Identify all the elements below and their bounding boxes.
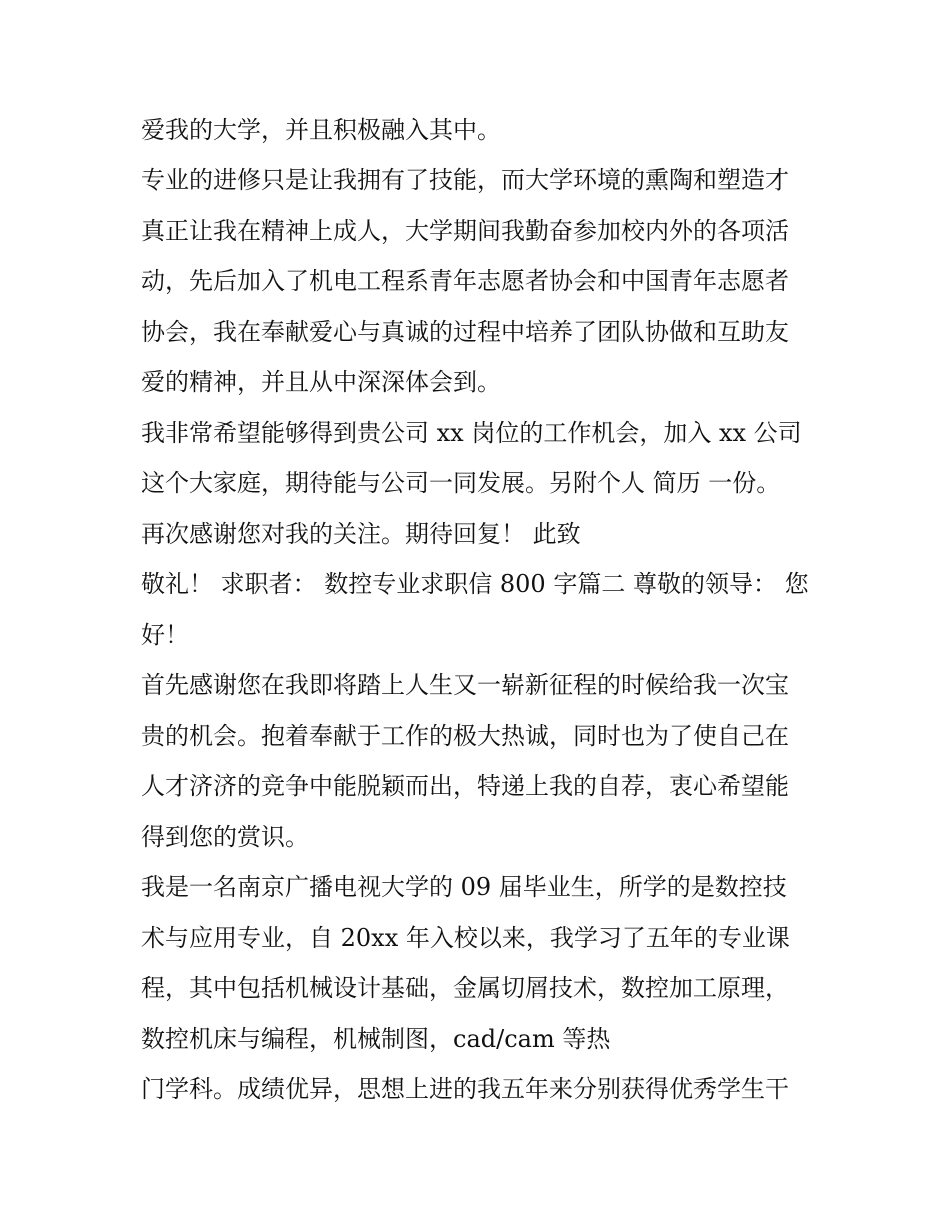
text-line: 动，先后加入了机电工程系青年志愿者协会和中国青年志愿者 bbox=[141, 267, 789, 295]
text-line: 真正让我在精神上成人，大学期间我勤奋参加校内外的各项活 bbox=[141, 217, 789, 245]
text-line: 程，其中包括机械设计基础，金属切屑技术，数控加工原理， bbox=[141, 974, 789, 1002]
text-line: 敬礼！ 求职者： 数控专业求职信 800 字篇二 尊敬的领导： 您 bbox=[141, 570, 809, 598]
text-line: 我是一名南京广播电视大学的 09 届毕业生，所学的是数控技 bbox=[141, 873, 787, 901]
text-line: 再次感谢您对我的关注。期待回复！ 此致 bbox=[141, 520, 581, 548]
text-line: 贵的机会。抱着奉献于工作的极大热诚，同时也为了使自己在 bbox=[141, 722, 789, 750]
text-line: 爱的精神，并且从中深深体会到。 bbox=[141, 368, 501, 396]
text-line: 人才济济的竞争中能脱颖而出，特递上我的自荐，衷心希望能 bbox=[141, 772, 789, 800]
text-line: 首先感谢您在我即将踏上人生又一崭新征程的时候给我一次宝 bbox=[141, 671, 789, 699]
text-line: 数控机床与编程，机械制图，cad/cam 等热 bbox=[141, 1025, 611, 1053]
text-line: 得到您的赏识。 bbox=[141, 823, 309, 851]
text-line: 协会，我在奉献爱心与真诚的过程中培养了团队协做和互助友 bbox=[141, 318, 789, 346]
text-line: 这个大家庭，期待能与公司一同发展。另附个人 简历 一份。 bbox=[141, 469, 781, 497]
text-line: 好！ bbox=[141, 621, 189, 649]
text-line: 爱我的大学，并且积极融入其中。 bbox=[141, 116, 501, 144]
text-line: 术与应用专业，自 20xx 年入校以来，我学习了五年的专业课 bbox=[141, 924, 790, 952]
text-line: 门学科。成绩优异，思想上进的我五年来分别获得优秀学生干 bbox=[141, 1075, 789, 1103]
text-line: 我非常希望能够得到贵公司 xx 岗位的工作机会，加入 xx 公司 bbox=[141, 419, 802, 447]
text-line: 专业的进修只是让我拥有了技能，而大学环境的熏陶和塑造才 bbox=[141, 166, 789, 194]
